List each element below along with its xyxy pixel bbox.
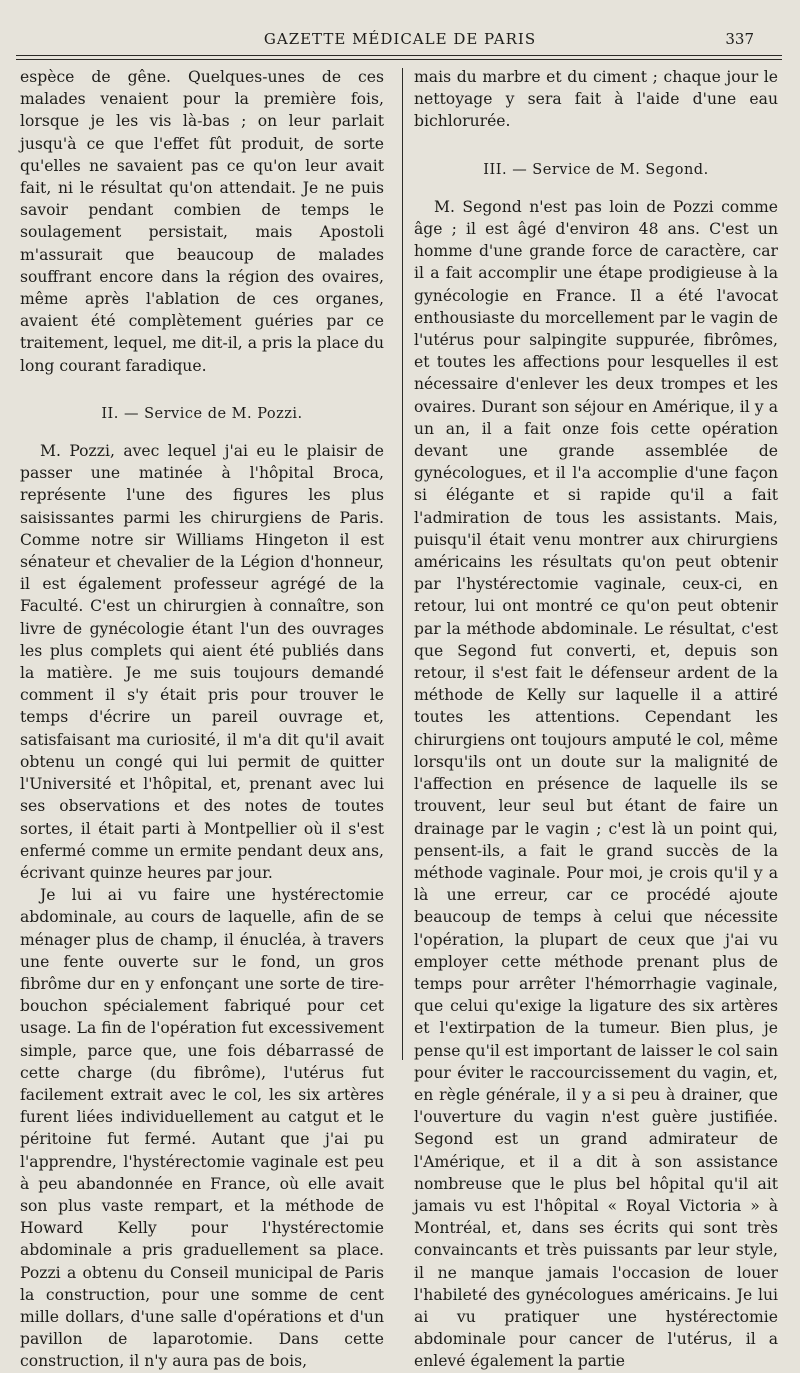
pozzi-paragraph-2: Je lui ai vu faire une hystérectomie abdominale, au cours de laquelle, afin de se ménager plus de champ, il énucléa, à travers une fente ouverte sur le fond, un gros fibrôme dur en y enfonçant une sorte de tire-bouchon spécialement fabriqué pour cet usage. La fin de l'opération fut excessivement simple, parce que, une fois débarrassé de cette charge (du fibrôme), l'utérus fut facilement extrait avec le col, les six artères furent liées individuellement au catgut et le péritoine fut fermé. Autant que j'ai pu l'apprendre, l'hystérectomie vaginale est peu à peu abandonnée en France, où elle avait son plus vaste rempart, et la méthode de Howard Kelly pour l'hystérectomie abdominale a pris graduellement sa place. Pozzi a obtenu du Conseil municipal de Paris la construction, pour une somme de cent mille dollars, d'une salle d'opérations et d'un pavillon de laparotomie. Dans cette construction, il n'y aura pas de bois, <box>20 886 384 1371</box>
pozzi-paragraph-1: M. Pozzi, avec lequel j'ai eu le plaisir de passer une matinée à l'hôpital Broca, représente l'une des figures les plus saisissantes parmi les chirurgiens de Paris. Comme notre sir Williams Hingeton il est sénateur et chevalier de la Légion d'honneur, il est également professeur agrégé de la Faculté. C'est un chirurgien à connaître, son livre de gynécologie étant l'un des ouvrages les plus complets qui aient été publiés dans la matière. Je me suis toujours demandé comment il s'y était pris pour trouver le temps d'écrire un pareil ouvrage et, satisfaisant ma curiosité, il m'a dit qu'il avait obtenu un congé qui lui permit de quitter l'Université et l'hôpital, et, prenant avec lui ses observations et des notes de toutes sortes, il était parti à Montpellier où il s'est enfermé comme un ermite pendant deux ans, écrivant quinze heures par jour. <box>20 442 384 882</box>
page-number: 337 <box>725 30 754 48</box>
section-heading-pozzi: II. — Service de M. Pozzi. <box>101 405 303 422</box>
header-rule-top <box>16 55 782 56</box>
journal-title: GAZETTE MÉDICALE DE PARIS <box>263 30 537 48</box>
left-column <box>20 66 384 1373</box>
section-heading-segond: III. — Service de M. Segond. <box>483 161 709 178</box>
left-continued-paragraph: espèce de gêne. Quelques-unes de ces malades venaient pour la première fois, lorsque je les vis là-bas ; on leur parlait jusqu'à ce que l'effet fût produit, de sorte qu'elles ne savaient pas ce qu'on leur avait fait, ni le résultat qu'on attendait. Je ne puis savoir pendant combien de temps le soulagement persistait, mais Apostoli m'assurait que beaucoup de malades souffrant encore dans la région des ovaires, même après l'ablation de ces organes, avaient été complètement guéries par ce traitement, lequel, me dit-il, a pris la place du long courant faradique. <box>20 68 384 375</box>
header-rule-bottom <box>16 59 782 60</box>
right-continued-paragraph: mais du marbre et du ciment ; chaque jour le nettoyage y sera fait à l'aide d'une eau bichlorurée. <box>414 68 778 131</box>
right-column <box>414 66 778 1373</box>
segond-paragraph-1: M. Segond n'est pas loin de Pozzi comme âge ; il est âgé d'environ 48 ans. C'est un homme d'une grande force de caractère, car il a fait accomplir une étape prodigieuse à la gynécologie en France. Il a été l'avocat enthousiaste du morcellement par le vagin de l'utérus pour salpingite suppurée, fibrômes, et toutes les affections pour lesquelles il est nécessaire d'enlever les deux trompes et les ovaires. Durant son séjour en Amérique, il y a un an, il a fait onze fois cette opération devant une grande assemblée de gynécologues, et il l'a accomplie d'une façon si élégante et si rapide qu'il a fait l'admiration de tous les assistants. Mais, puisqu'il était venu montrer aux chirurgiens américains les résultats qu'on peut obtenir par l'hystérectomie vaginale, ceux-ci, en retour, lui ont montré ce qu'on peut obtenir par la méthode abdominale. Le résultat, c'est que Segond fut converti, et, depuis son retour, il s'est fait le défenseur ardent de la méthode de Kelly sur laquelle il a attiré toutes les attentions. Cependant les chirurgiens ont toujours amputé le col, même lorsqu'ils ont un doute sur la malignité de l'affection en présence de laquelle ils se trouvent, leur seul but étant de faire un drainage par le vagin ; c'est là un point qui, pensent-ils, a fait le grand succès de la méthode vaginale. Pour moi, je crois qu'il y a là une erreur, car ce procédé ajoute beaucoup de temps à celui que nécessite l'opération, la plupart de ceux que j'ai vu employer cette méthode prenant plus de temps pour arrêter l'hémorrhagie vaginale, que celui qu'exige la ligature des six artères et l'extirpation de la tumeur. Bien plus, je pense qu'il est important de laisser le col sain pour éviter le raccourcissement du vagin, et, en règle générale, il y a si peu à drainer, que l'ouverture du vagin n'est guère justifiée. Segond est un grand admirateur de l'Amérique, et il a dit à son assistance nombreuse que le plus bel hôpital qu'il ait jamais vu est l'hôpital « Royal Victoria » à Montréal, et, dans ses écrits qui sont très convaincants et très puissants par leur style, il ne manque jamais l'occasion de louer l'habileté des gynécologues américains. Je lui ai vu pratiquer une hystérectomie abdominale pour cancer de l'utérus, il a enlevé également la partie <box>414 197 778 1371</box>
running-header <box>0 30 800 52</box>
column-divider <box>402 68 403 1060</box>
